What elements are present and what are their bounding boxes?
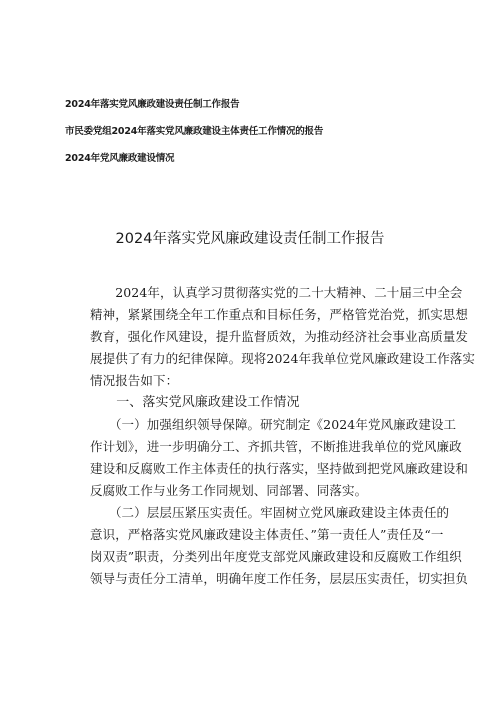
- para1-line-3: 建设和反腐败工作主体责任的执行落实，坚持做到把党风廉政建设和: [90, 461, 469, 476]
- document-body: [90, 282, 476, 590]
- intro-line-1: 2024年，认真学习贯彻落实党的二十大精神、二十届三中全会: [90, 285, 463, 300]
- intro-line-2: 精神，紧紧围绕全年工作重点和目标任务，严格管党治党，抓实思想: [90, 307, 469, 322]
- toc-item-1: 2024年落实党风廉政建设责任制工作报告: [65, 99, 240, 110]
- para2-line-1: （二）层层压紧压实责任。牢固树立党风廉政建设主体责任的: [90, 505, 450, 520]
- paragraph-1: [90, 414, 469, 502]
- intro-line-4: 展提供了有力的纪律保障。现将2024年我单位党风廉政建设工作落实: [90, 351, 476, 366]
- para2-line-2: 意识，严格落实党风廉政建设主体责任、”第一责任人”责任及“一: [90, 527, 444, 542]
- para1-line-1: （一）加强组织领导保障。研究制定《2024年党风廉政建设工: [90, 417, 457, 432]
- intro-line-3: 教育，强化作风建设，提升监督质效，为推动经济社会事业高质量发: [90, 329, 469, 344]
- toc-item-3: 2024年党风廉政建设情况: [65, 153, 175, 164]
- intro-paragraph: [90, 282, 476, 392]
- table-of-contents: [65, 98, 445, 179]
- toc-item-2: 市民委党组2024年落实党风廉政建设主体责任工作情况的报告: [65, 126, 324, 137]
- intro-line-5: 情况报告如下：: [90, 373, 179, 388]
- para2-line-3: 岗双责”职责，分类列出年度党支部党风廉政建设和反腐败工作组织: [90, 549, 462, 564]
- section-heading-1: 一、落实党风廉政建设工作情况: [90, 395, 300, 410]
- para2-line-4: 领导与责任分工清单，明确年度工作任务，层层压实责任，切实担负: [90, 571, 469, 586]
- para1-line-2: 作计划》，进一步明确分工、齐抓共管，不断推进我单位的党风廉政: [90, 439, 462, 454]
- para1-line-4: 反腐败工作与业务工作同规划、同部署、同落实。: [90, 483, 368, 498]
- document-title: 2024年落实党风廉政建设责任制工作报告: [115, 231, 385, 247]
- paragraph-2: [90, 502, 469, 590]
